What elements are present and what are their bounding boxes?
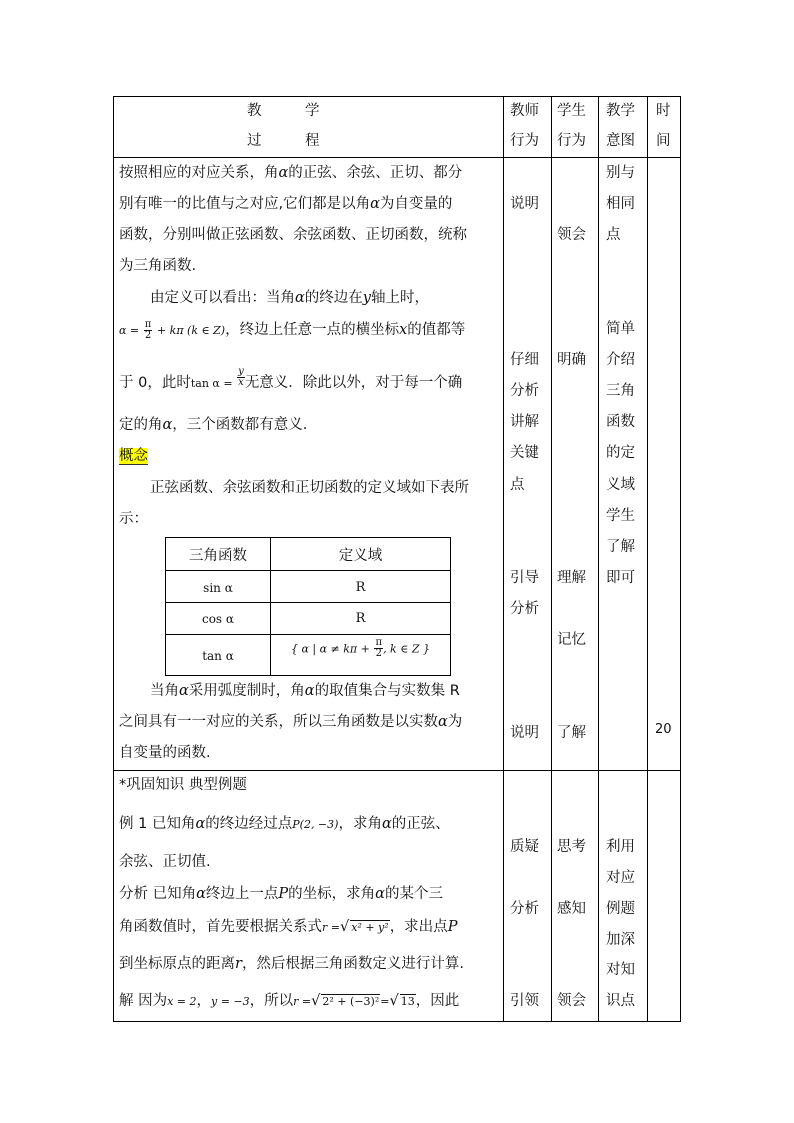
- analysis-line-2: 角函数值时，首先要根据关系式r =√ x² + y²，求出点P: [119, 919, 458, 935]
- table-col-sep-4: [647, 96, 648, 1022]
- p4-line-3: 自变量的函数.: [119, 745, 211, 761]
- header-teacher-1: 教师: [510, 103, 539, 119]
- header-char: 程: [305, 133, 320, 149]
- example-line-2: 余弦、正切值.: [119, 854, 211, 870]
- teacher-note: 引领: [510, 993, 539, 1009]
- teacher-note: 点: [510, 477, 525, 493]
- student-note: 感知: [557, 901, 586, 917]
- intent-note: 三角: [606, 383, 635, 399]
- teacher-note: 仔细: [510, 352, 539, 368]
- intent-note: 别与: [606, 165, 635, 181]
- teacher-note: 引导: [510, 570, 539, 586]
- teacher-note: 分析: [510, 601, 539, 617]
- intent-note: 简单: [606, 321, 635, 337]
- table-col-sep-3: [598, 96, 599, 1022]
- student-note: 明确: [557, 352, 586, 368]
- student-note: 思考: [557, 839, 586, 855]
- intent-note: 对应: [606, 870, 635, 886]
- p2-line-3: 于 0，此时tan α = $\frac{y}{x}$ 无意义．除此以外，对于每一个确: [119, 365, 463, 391]
- p1-line-4: 为三角函数.: [119, 258, 197, 274]
- p2-line-1: 由定义可以看出：当角α的终边在y轴上时，: [150, 290, 429, 306]
- table-border-left: [113, 96, 114, 1022]
- table-border-header: [113, 157, 681, 158]
- domain-table-border: [165, 675, 451, 676]
- intent-note: 对知: [606, 962, 635, 978]
- header-intent-2: 意图: [606, 133, 635, 149]
- domain-table-row-func: sin α: [203, 581, 233, 595]
- table-col-sep-2: [551, 96, 552, 1022]
- time-value: 20: [655, 722, 672, 737]
- table-border-section: [113, 770, 681, 771]
- domain-table-border: [165, 602, 451, 603]
- student-note: 领会: [557, 227, 586, 243]
- intent-note: 点: [606, 227, 621, 243]
- domain-table-border: [450, 537, 451, 676]
- p4-line-2: 之间具有一一对应的关系，所以三角函数是以实数α为: [119, 714, 463, 730]
- domain-table-header-func: 三角函数: [189, 548, 247, 564]
- intent-note: 识点: [606, 993, 635, 1009]
- teacher-note: 分析: [510, 901, 539, 917]
- example-line-1: 例 1 已知角α的终边经过点P(2, −3)，求角α的正弦、: [119, 816, 450, 832]
- student-note: 领会: [557, 993, 586, 1009]
- sqrt-expression: 2² + (−3)²: [322, 995, 380, 1008]
- p1-line-2: 别有唯一的比值与之对应,它们都是以角α为自变量的: [119, 196, 453, 212]
- analysis-line-3: 到坐标原点的距离r，然后根据三角函数定义进行计算.: [119, 956, 465, 972]
- domain-table-row-domain: R: [355, 611, 366, 626]
- header-student-2: 行为: [557, 133, 586, 149]
- teacher-note: 讲解: [510, 414, 539, 430]
- header-student-1: 学生: [557, 103, 586, 119]
- p3-line-2: 示：: [119, 511, 148, 527]
- p1-line-3: 函数，分别叫做正弦函数、余弦函数、正切函数，统称: [119, 227, 467, 243]
- teacher-note: 说明: [510, 725, 539, 741]
- section2-heading: *巩固知识 典型例题: [119, 777, 247, 793]
- p4-line-1: 当角α采用弧度制时，角α的取值集合与实数集 R: [150, 683, 460, 699]
- domain-table-header-domain: 定义域: [338, 548, 383, 564]
- table-col-sep-1: [503, 96, 504, 1022]
- student-note: 理解: [557, 570, 586, 586]
- p2-line-4: 定的角α，三个函数都有意义.: [119, 417, 308, 433]
- p1-line-1: 按照相应的对应关系，角α的正弦、余弦、正切、都分: [119, 165, 463, 181]
- intent-note: 的定: [606, 445, 635, 461]
- domain-table-row-domain: R: [355, 580, 366, 595]
- table-border-top: [113, 96, 681, 97]
- intent-note: 了解: [606, 539, 635, 555]
- intent-note: 相同: [606, 196, 635, 212]
- student-note: 记忆: [557, 632, 586, 648]
- teacher-note: 分析: [510, 383, 539, 399]
- sqrt-expression: x² + y²: [351, 921, 389, 934]
- fraction-y-over-x: $\frac{y}{x}$: [238, 365, 244, 388]
- intent-note: 函数: [606, 414, 635, 430]
- intent-note: 介绍: [606, 352, 635, 368]
- header-char: 教: [247, 103, 262, 119]
- domain-table-row-func: cos α: [201, 612, 235, 626]
- intent-note: 加深: [606, 932, 635, 948]
- domain-table-border: [165, 570, 451, 571]
- fraction-pi-over-2: $\frac{\pi}{2}$: [144, 318, 152, 341]
- header-teacher-2: 行为: [510, 133, 539, 149]
- concept-label: 概念: [119, 448, 148, 464]
- teacher-note: 说明: [510, 196, 539, 212]
- domain-table-border: [165, 537, 451, 538]
- header-char: 学: [305, 103, 320, 119]
- intent-note: 义域: [606, 477, 635, 493]
- header-intent-1: 教学: [606, 103, 635, 119]
- teacher-note: 关键: [510, 445, 539, 461]
- table-border-right: [680, 96, 681, 1022]
- intent-note: 学生: [606, 508, 635, 524]
- student-note: 了解: [557, 725, 586, 741]
- intent-note: 即可: [606, 570, 635, 586]
- header-time-1: 时: [656, 103, 671, 119]
- header-char: 过: [247, 133, 262, 149]
- sqrt-expression: 13: [400, 995, 415, 1008]
- header-time-2: 间: [656, 133, 671, 149]
- p3-line-1: 正弦函数、余弦函数和正切函数的定义域如下表所: [150, 480, 469, 496]
- domain-table-row-func: tan α: [202, 649, 234, 663]
- table-border-bottom: [113, 1021, 681, 1022]
- domain-table-row-domain: { α | α ≠ kπ + $\frac{\pi}{2}$ , k ∈ Z }: [291, 637, 430, 659]
- p2-line-2: α = $\frac{\pi}{2}$ + kπ (k ∈ Z)，终边上任意一点的横坐标x的值都等: [119, 318, 466, 341]
- intent-note: 利用: [606, 839, 635, 855]
- teacher-note: 质疑: [510, 839, 539, 855]
- analysis-line-1: 分析 已知角α终边上一点P的坐标，求角α的某个三: [119, 886, 443, 902]
- solution-line-1: 解 因为x = 2，y = −3，所以r =√ 2² + (−3)²=√ 13，因此: [119, 993, 460, 1009]
- fraction-pi-over-2: $\frac{\pi}{2}$: [375, 637, 383, 659]
- domain-table-border: [165, 634, 451, 635]
- intent-note: 例题: [606, 901, 635, 917]
